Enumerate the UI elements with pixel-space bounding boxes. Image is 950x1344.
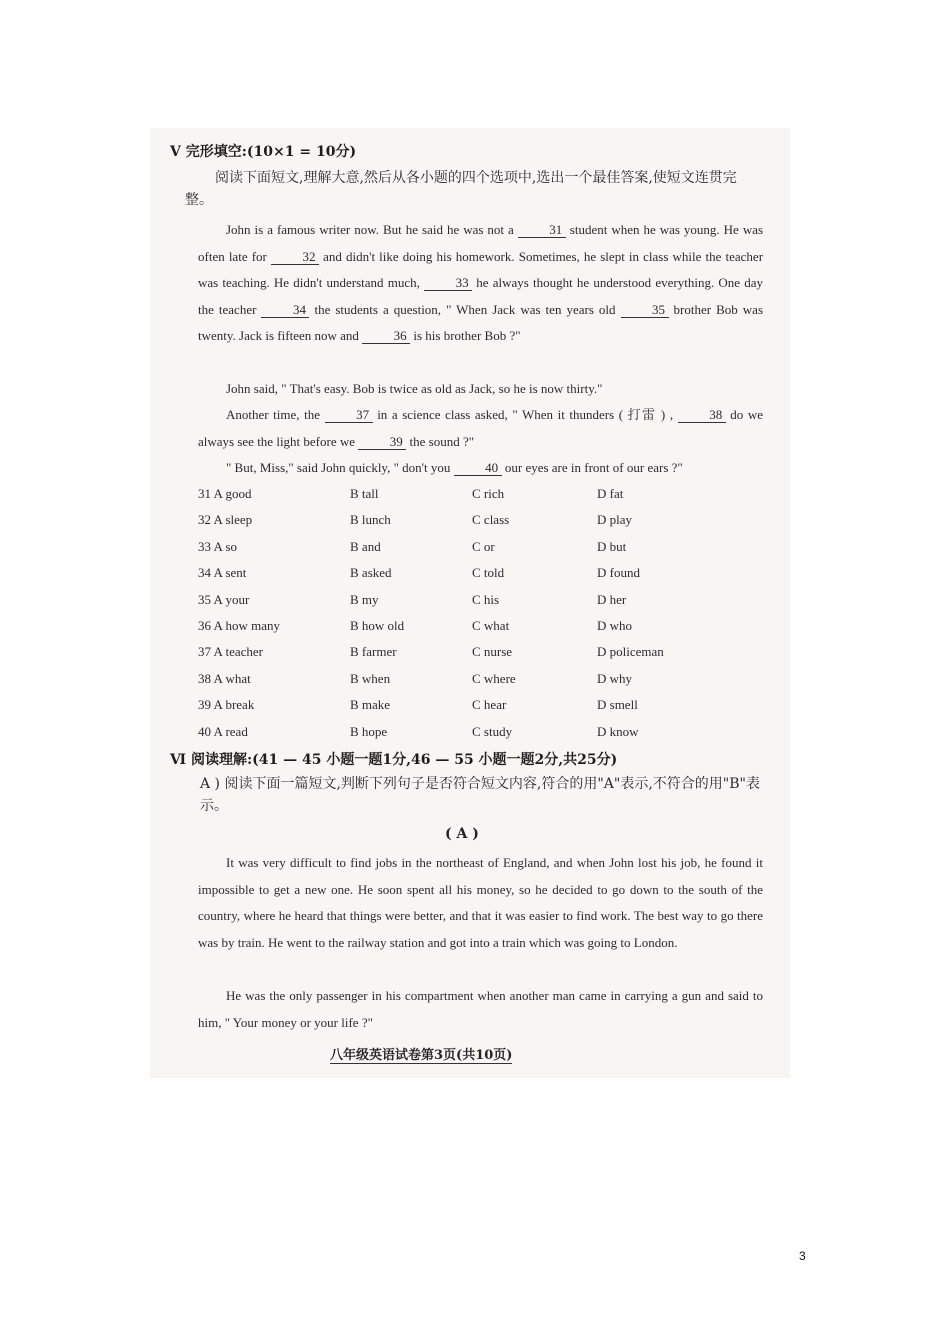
option-d: D her bbox=[597, 591, 627, 607]
passage-paragraph-1 bbox=[198, 217, 763, 350]
option-c: C nurse bbox=[472, 644, 513, 660]
reading-paragraph-2: He was the only passenger in his compartment when another man came in carrying a gun and said to him, " Your money or your life ?" bbox=[198, 988, 763, 1030]
section-5-title: Ⅴ 完形填空:(10×1 = 10分) bbox=[170, 144, 357, 160]
option-d: D but bbox=[597, 538, 627, 554]
section-5-instruction: 阅读下面短文,理解大意,然后从各小题的四个选项中,选出一个最佳答案,使短文连贯完整。 bbox=[185, 170, 737, 208]
blank-31: 31 bbox=[518, 222, 566, 238]
section-6-title: Ⅵ 阅读理解:(41 — 45 小题一题1分,46 — 55 小题一题2分,共25分) bbox=[170, 752, 618, 768]
option-a: 32 A sleep bbox=[198, 512, 253, 528]
options-list bbox=[198, 482, 758, 746]
passage-a-label: ( A ) bbox=[445, 826, 479, 842]
option-a: 33 A so bbox=[198, 538, 238, 554]
blank-35: 35 bbox=[621, 302, 669, 318]
options-row-38 bbox=[198, 667, 758, 693]
option-a: 35 A your bbox=[198, 591, 250, 607]
option-b: B lunch bbox=[350, 512, 391, 528]
section-6-instruction: A ) 阅读下面一篇短文,判断下列句子是否符合短文内容,符合的用"A"表示,不符合的用"B"表示。 bbox=[200, 776, 760, 814]
option-b: B how old bbox=[350, 617, 405, 633]
options-row-33 bbox=[198, 535, 758, 561]
passage-paragraph-2: John said, " That's easy. Bob is twice as old as Jack, so he is now thirty." bbox=[226, 381, 603, 396]
option-c: C hear bbox=[472, 697, 507, 713]
option-d: D fat bbox=[597, 486, 624, 501]
options-row-37 bbox=[198, 640, 758, 666]
option-c: C study bbox=[472, 723, 513, 739]
option-b: B asked bbox=[350, 565, 392, 581]
option-d: D policeman bbox=[597, 644, 664, 660]
blank-36: 36 bbox=[362, 328, 410, 344]
blank-40: 40 bbox=[454, 460, 502, 476]
option-a: 34 A sent bbox=[198, 565, 247, 581]
passage-text: our eyes are in front of our ears ?" bbox=[504, 460, 683, 475]
options-row-34 bbox=[198, 561, 758, 587]
blank-39: 39 bbox=[358, 434, 406, 450]
options-row-36 bbox=[198, 614, 758, 640]
blank-37: 37 bbox=[325, 407, 373, 423]
option-c: C rich bbox=[472, 486, 505, 501]
option-b: B farmer bbox=[350, 644, 397, 660]
page-footer: 八年级英语试卷第3页(共10页) bbox=[330, 1044, 512, 1064]
blank-33: 33 bbox=[424, 275, 472, 291]
option-d: D who bbox=[597, 617, 633, 633]
passage-text: John is a famous writer now. But he said he was not a bbox=[226, 222, 514, 237]
blank-34: 34 bbox=[261, 302, 309, 318]
options-row-35 bbox=[198, 588, 758, 614]
option-d: D know bbox=[597, 723, 639, 739]
passage-text: and didn't like doing his homework. Sometimes, he slept in class while the teacher was teaching. He didn't understand much, bbox=[198, 248, 764, 290]
passage-text: the students a question, " When Jack was ten years old bbox=[314, 301, 616, 317]
option-a: 40 A read bbox=[198, 723, 248, 739]
option-b: B when bbox=[350, 670, 391, 686]
option-b: B tall bbox=[350, 486, 379, 501]
passage-text: is his brother Bob ?" bbox=[413, 328, 521, 343]
option-b: B and bbox=[350, 538, 381, 554]
option-a: 39 A break bbox=[198, 697, 255, 713]
option-c: C class bbox=[472, 512, 510, 528]
option-c: C his bbox=[472, 591, 500, 607]
option-a: 38 A what bbox=[198, 670, 251, 686]
option-d: D smell bbox=[597, 697, 638, 713]
option-d: D why bbox=[597, 670, 633, 686]
option-b: B hope bbox=[350, 723, 388, 739]
options-row-39 bbox=[198, 693, 758, 719]
passage-text: Another time, the bbox=[226, 407, 320, 422]
option-c: C or bbox=[472, 538, 495, 554]
passage-text: brother Bob was twenty. Jack is fifteen now and bbox=[198, 301, 764, 343]
option-c: C what bbox=[472, 617, 510, 633]
option-a: 37 A teacher bbox=[198, 644, 263, 660]
option-b: B make bbox=[350, 697, 391, 713]
option-d: D play bbox=[597, 512, 633, 528]
options-row-32 bbox=[198, 508, 758, 534]
passage-text: the sound ?" bbox=[409, 433, 475, 449]
option-c: C where bbox=[472, 670, 516, 686]
blank-38: 38 bbox=[678, 407, 726, 423]
option-a: 31 A good bbox=[198, 486, 252, 501]
reading-paragraph-1: It was very difficult to find jobs in the northeast of England, and when John lost his job, he found it impossible to get a new one. He soon spent all his money, so he decided to go down to the south of the country, where he heard that things were better, and that it was easier to find work. The best way to go there was by train. He went to the railway station and got into a train which was going to London. bbox=[198, 855, 763, 950]
option-b: B my bbox=[350, 591, 379, 607]
options-row-40 bbox=[198, 720, 758, 746]
passage-text: do we always see the light before we bbox=[198, 407, 764, 449]
option-a: 36 A how many bbox=[198, 617, 280, 633]
passage-paragraph-4 bbox=[198, 455, 763, 482]
page-number: 3 bbox=[799, 1249, 806, 1263]
passage-text: in a science class asked, " When it thunders ( 打雷 ) , bbox=[377, 407, 674, 422]
option-c: C told bbox=[472, 565, 505, 581]
passage-text: student when he was young. He was often late for bbox=[198, 222, 764, 264]
option-d: D found bbox=[597, 565, 640, 581]
blank-32: 32 bbox=[271, 249, 319, 265]
passage-paragraph-3 bbox=[198, 402, 763, 455]
passage-text: he always thought he understood everything. One day the teacher bbox=[198, 275, 764, 317]
passage-text: " But, Miss," said John quickly, " don't you bbox=[226, 460, 451, 475]
options-row-31 bbox=[198, 482, 758, 508]
